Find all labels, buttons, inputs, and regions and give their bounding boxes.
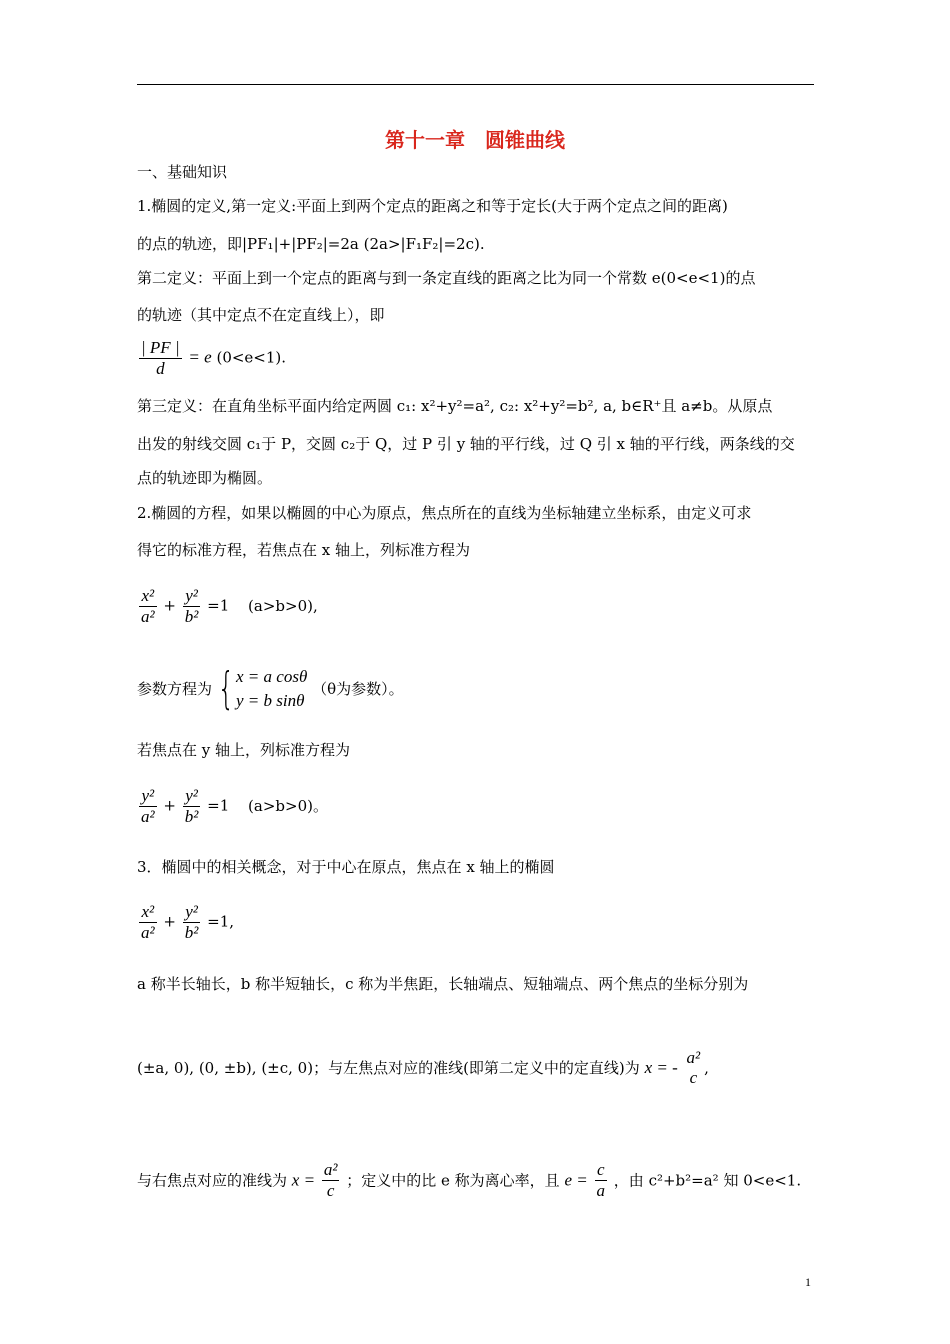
paragraph-line: 出发的射线交圆 c₁于 P，交圆 c₂于 Q，过 P 引 y 轴的平行线，过 Q 引 x 轴的平行线，两条线的交	[137, 435, 795, 453]
directrix-right-line: 与右焦点对应的准线为 x = $\frac{\text{a²}}{c}$ ；定义中的比 e 称为离心率，且 e = $\frac{c}{a}$ ，由 c²+b²=a² 知 0<e<1.	[137, 1160, 802, 1200]
paragraph-line: 的轨迹（其中定点不在定直线上），即	[137, 306, 385, 324]
equation-ellipse-x: $\frac{\text{x²}}{\text{a²}}$ + $\frac{\text{y²}}{\text{b²}}$ =1 (a>b>0),	[141, 586, 318, 626]
paragraph-line: 2.椭圆的方程，如果以椭圆的中心为原点，焦点所在的直线为坐标轴建立坐标系，由定义可求	[137, 504, 752, 522]
paragraph-line: 若焦点在 y 轴上，列标准方程为	[137, 741, 351, 759]
formula-second-definition: $\frac{| PF |}{d}$ = e (0<e<1).	[141, 338, 287, 378]
paragraph-line: a 称半长轴长，b 称半短轴长，c 称为半焦距，长轴端点、短轴端点、两个焦点的坐标分别为	[137, 975, 749, 993]
directrix-left-line: (±a, 0), (0, ±b), (±c, 0)；与左焦点对应的准线(即第二定义中的定直线)为 x = - a² c ,	[137, 1048, 709, 1087]
paragraph-line: 第二定义：平面上到一个定点的距离与到一条定直线的距离之比为同一个常数 e(0<e<1)的点	[137, 269, 756, 287]
paragraph-line: 1.椭圆的定义,第一定义:平面上到两个定点的距离之和等于定长(大于两个定点之间的距离)	[137, 197, 728, 215]
brace-icon: {	[217, 663, 235, 714]
fraction: $\frac{| PF |}{d}$	[141, 338, 180, 378]
section-heading: 一、基础知识	[137, 163, 228, 181]
equation-ellipse-concepts: $\frac{\text{x²}}{\text{a²}}$ + $\frac{\text{y²}}{\text{b²}}$ =1,	[141, 902, 235, 942]
chapter-title: 第十一章 圆锥曲线	[385, 128, 565, 152]
paragraph-line: 的点的轨迹，即|PF₁|+|PF₂|=2a (2a>|F₁F₂|=2c).	[137, 235, 485, 253]
page-number: 1	[805, 1275, 811, 1289]
paragraph-line: 点的轨迹即为椭圆。	[137, 469, 273, 487]
equation-ellipse-y: $\frac{\text{y²}}{\text{a²}}$ + $\frac{\text{y²}}{\text{b²}}$ =1 (a>b>0)。	[141, 786, 328, 826]
header-rule	[137, 84, 814, 85]
parametric-equation: 参数方程为 { x = a cosθ y = b sinθ （θ为参数）。	[137, 663, 404, 714]
paragraph-line: 3．椭圆中的相关概念，对于中心在原点，焦点在 x 轴上的椭圆	[137, 858, 555, 876]
paragraph-line: 第三定义：在直角坐标平面内给定两圆 c₁: x²+y²=a², c₂: x²+y²=b², a, b∈R⁺且 a≠b。从原点	[137, 397, 773, 415]
paragraph-line: 得它的标准方程，若焦点在 x 轴上，列标准方程为	[137, 541, 470, 559]
